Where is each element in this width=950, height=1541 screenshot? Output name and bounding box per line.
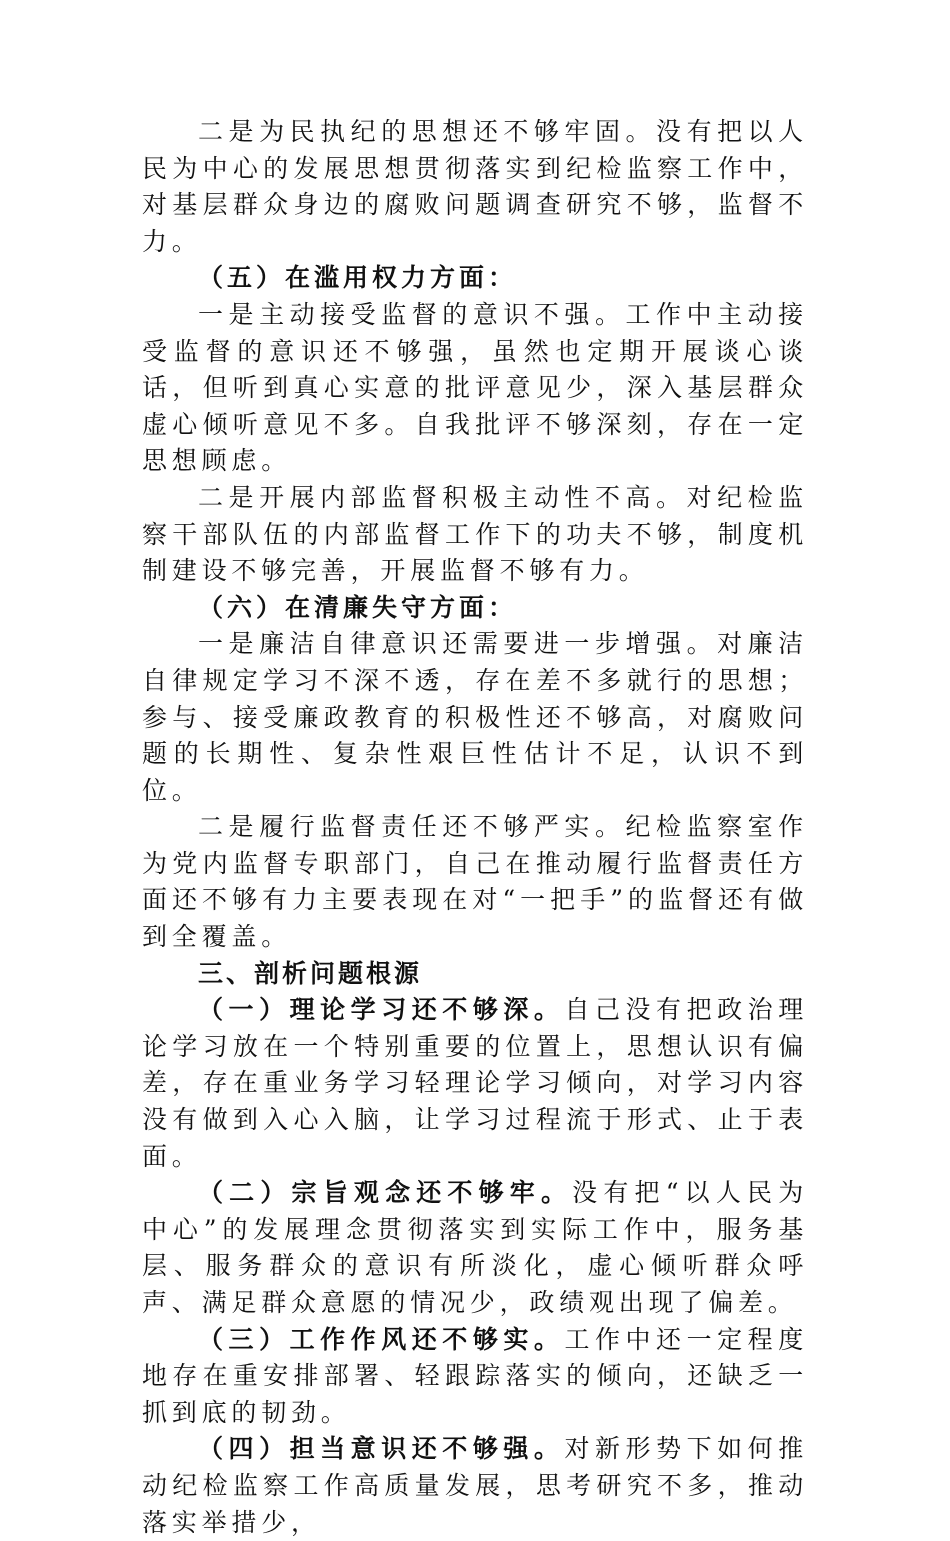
- paragraph-theory-study: [142, 992, 808, 1175]
- paragraph-internal-supervision: [142, 480, 808, 590]
- paragraph-text: 工作中还一定程度地存在重安排部署、轻跟踪落实的倾向，还缺乏一抓到底的韧劲。: [142, 1324, 808, 1427]
- paragraph-text: 二是开展内部监督积极主动性不高。对纪检监察干部队伍的内部监督工作下的功夫不够，制度机制建设不够完善，开展监督不够有力。: [142, 482, 808, 586]
- paragraph-lead: （一）理论学习还不够深。: [198, 995, 565, 1025]
- subheading-text: （五）在滥用权力方面：: [198, 263, 518, 293]
- paragraph-text: 二是为民执纪的思想还不够牢固。没有把以人民为中心的发展思想贯彻落实到纪检监察工作中，对基层群众身边的腐败问题调查研究不够，监督不力。: [142, 117, 808, 256]
- paragraph-lead: （三）工作作风还不够实。: [198, 1324, 565, 1354]
- paragraph-text: 一是主动接受监督的意识不强。工作中主动接受监督的意识还不够强，虽然也定期开展谈心谈话，但听到真心实意的批评意见少，深入基层群众虚心倾听意见不多。自我批评不够深刻，存在一定思想顾虑。: [142, 299, 808, 476]
- paragraph-text: 一是廉洁自律意识还需要进一步增强。对廉洁自律规定学习不深不透，存在差不多就行的思想；参与、接受廉政教育的积极性还不够高，对腐败问题的长期性、复杂性艰巨性估计不足，认识不到位。: [142, 629, 808, 805]
- paragraph-lead: （四）担当意识还不够强。: [198, 1434, 565, 1464]
- document-body: [142, 114, 808, 1541]
- paragraph-lead: （二）宗旨观念还不够牢。: [198, 1178, 573, 1208]
- subheading-integrity: [142, 590, 808, 627]
- paragraph-purpose-concept: [142, 1175, 808, 1321]
- paragraph-responsibility: [142, 1431, 808, 1541]
- paragraph-text: 自己没有把政治理论学习放在一个特别重要的位置上，思想认识有偏差，存在重业务学习轻理论学习倾向，对学习内容没有做到入心入脑，让学习过程流于形式、止于表面。: [142, 995, 808, 1171]
- section-heading-text: 三、剖析问题根源: [198, 958, 423, 988]
- paragraph-self-discipline: [142, 626, 808, 809]
- section-heading-root-causes: [142, 956, 808, 993]
- paragraph-text: 二是履行监督责任还不够严实。纪检监察室作为党内监督专职部门，自己在推动履行监督责任方面还不够有力主要表现在对“一把手”的监督还有做到全覆盖。: [142, 812, 808, 952]
- paragraph-supervision-duty: [142, 809, 808, 955]
- paragraph-text: 对新形势下如何推动纪检监察工作高质量发展，思考研究不多，推动落实举措少，: [142, 1434, 808, 1537]
- paragraph-execution-discipline: [142, 114, 808, 260]
- paragraph-text: 没有把“以人民为中心”的发展理念贯彻落实到实际工作中，服务基层、服务群众的意识有所淡化，虚心倾听群众呼声、满足群众意愿的情况少，政绩观出现了偏差。: [142, 1178, 808, 1317]
- paragraph-accept-supervision: [142, 297, 808, 480]
- subheading-text: （六）在清廉失守方面：: [198, 592, 518, 622]
- paragraph-work-style: [142, 1322, 808, 1432]
- subheading-abuse-of-power: [142, 260, 808, 297]
